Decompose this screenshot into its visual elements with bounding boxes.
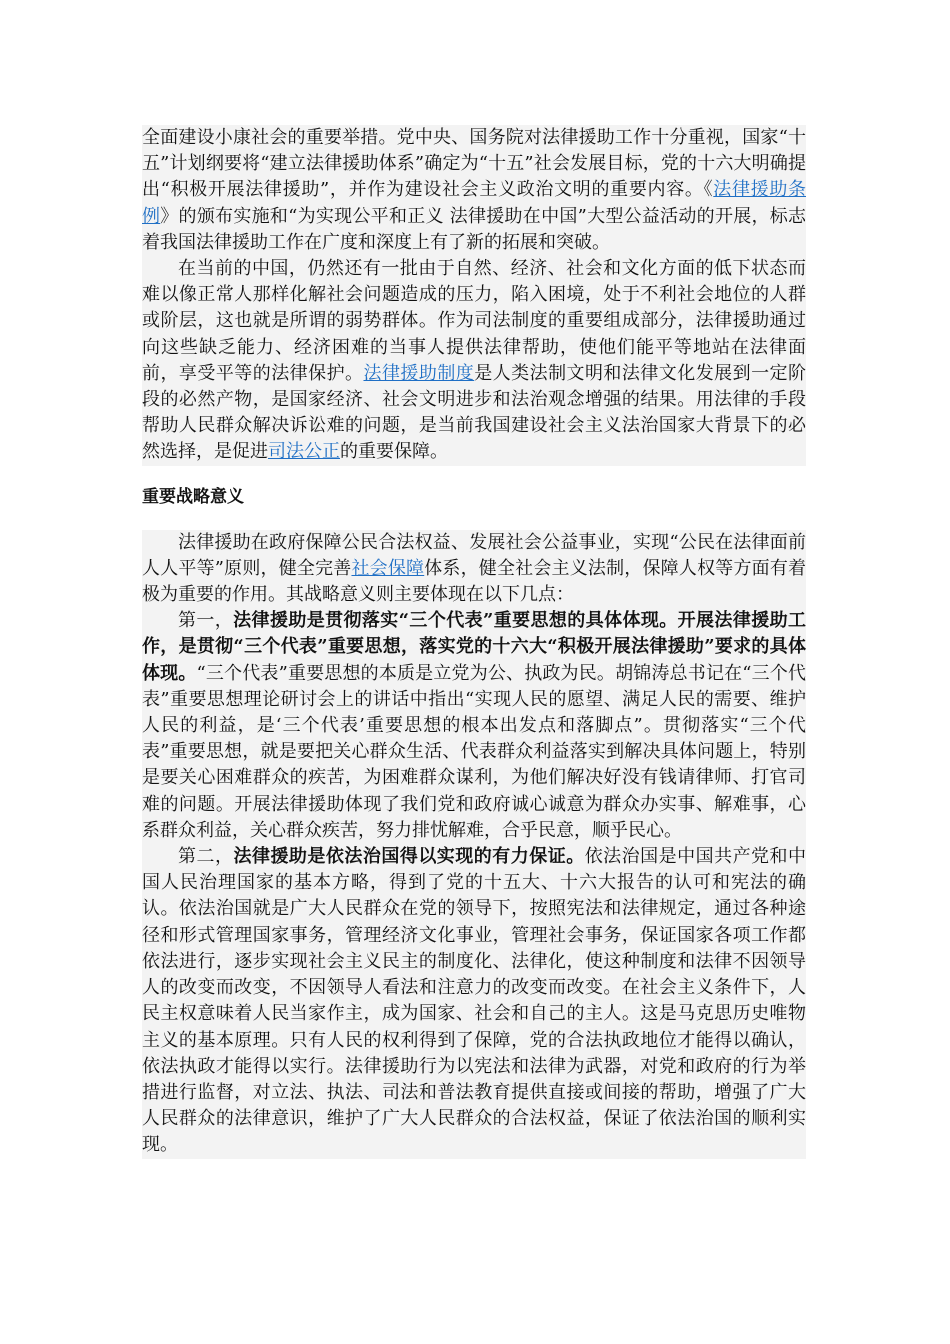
point-2-emphasis: 法律援助是依法治国得以实现的有力保证。 [233, 846, 585, 868]
link-legal-aid-regulations[interactable]: 法律援助条例 [142, 179, 806, 227]
link-judicial-justice[interactable]: 司法公正 [268, 441, 340, 463]
paragraph-strategy-intro: 法律援助在政府保障公民合法权益、发展社会公益事业，实现“公民在法律面前人人平等”原则，健全完善社会保障体系，健全社会主义法制，保障人权等方面有着极为重要的作用。其战略意义则主要体现在以下几点： [142, 531, 807, 606]
paragraph-intro-1: 全面建设小康社会的重要举措。党中央、国务院对法律援助工作十分重视，国家“十五”计划纲要将“建立法律援助体系”确定为“十五”社会发展目标，党的十六大明确提出“积极开展法律援助”，并作为建设社会主义政治文明的重要内容。《法律援助条例》的颁布实施和“为实现公平和正义 法律援助在中国”大型公益活动的开展，标志着我国法律援助工作在广度和深度上有了新的拓展和突破。 [142, 127, 807, 253]
paragraph-point-2: 第二，法律援助是依法治国得以实现的有力保证。依法治国是中国共产党和中国人民治理国家的基本方略，得到了党的十五大、十六大报告的认可和宪法的确认。依法治国就是广大人民群众在党的领导下，按照宪法和法律规定，通过各种途径和形式管理国家事务，管理经济文化事业，管理社会事务，保证国家各项工作都依法进行，逐步实现社会主义民主的制度化、法律化，使这种制度和法律不因领导人的改变而改变，不因领导人看法和注意力的改变而改变。在社会主义条件下，人民主权意味着人民当家作主，成为国家、社会和自己的主人。这是马克思历史唯物主义的基本原理。只有人民的权利得到了保障，党的合法执政地位才能得以确认，依法执政才能得以实行。法律援助行为以宪法和法律为武器，对党和政府的行为举措进行监督，对立法、执法、司法和普法教育提供直接或间接的帮助，增强了广大人民群众的法律意识，维护了广大人民群众的合法权益，保证了依法治国的顺利实现。 [142, 846, 807, 1156]
link-social-security[interactable]: 社会保障 [351, 557, 425, 579]
intro-block [142, 125, 806, 466]
paragraph-point-1: 第一，法律援助是贯彻落实“三个代表”重要思想的具体体现。开展法律援助工作，是贯彻“三个代表”重要思想，落实党的十六大“积极开展法律援助”要求的具体体现。“三个代表”重要思想的本质是立党为公、执政为民。胡锦涛总书记在“三个代表”重要思想理论研讨会上的讲话中指出“实现人民的愿望、满足人民的需要、维护人民的利益，是‘三个代表’重要思想的根本出发点和落脚点”。贯彻落实“三个代表”重要思想，就是要把关心群众生活、代表群众利益落实到解决具体问题上，特别是要关心困难群众的疾苦，为困难群众谋利，为他们解决好没有钱请律师、打官司难的问题。开展法律援助体现了我们党和政府诚心诚意为群众办实事、解难事，心系群众利益，关心群众疾苦，努力排忧解难，合乎民意，顺乎民心。 [142, 610, 807, 841]
link-legal-aid-system[interactable]: 法律援助制度 [363, 362, 475, 384]
paragraph-intro-2: 在当前的中国，仍然还有一批由于自然、经济、社会和文化方面的低下状态而难以像正常人那样化解社会问题造成的压力，陷入困境，处于不利社会地位的人群或阶层，这也就是所谓的弱势群体。作为司法制度的重要组成部分，法律援助通过向这些缺乏能力、经济困难的当事人提供法律帮助，使他们能平等地站在法律面前，享受平等的法律保护。法律援助制度是人类法制文明和法律文化发展到一定阶段的必然产物，是国家经济、社会文明进步和法治观念增强的结果。用法律的手段帮助人民群众解决诉讼难的问题，是当前我国建设社会主义法治国家大背景下的必然选择，是促进司法公正的重要保障。 [142, 258, 807, 463]
strategy-block [142, 530, 806, 1159]
article-body [142, 125, 806, 1159]
section-heading: 重要战略意义 [142, 486, 244, 507]
point-1-emphasis: 法律援助是贯彻落实“三个代表”重要思想的具体体现。开展法律援助工作，是贯彻“三个代表”重要思想，落实党的十六大“积极开展法律援助”要求的具体体现。 [142, 610, 806, 684]
